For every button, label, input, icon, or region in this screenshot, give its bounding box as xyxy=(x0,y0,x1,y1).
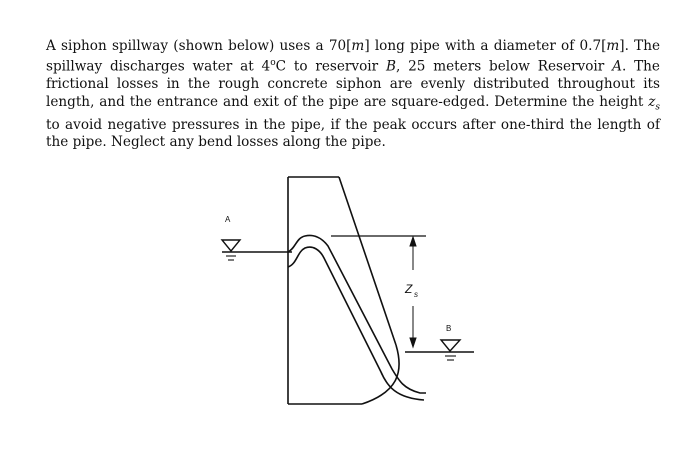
reservoir-b-surface xyxy=(405,340,474,360)
problem-text-5: , 25 meters below Reservoir xyxy=(395,58,613,75)
problem-text-7: to avoid negative pressures in the pipe, if the peak occurs after one-third the length of the pipe. Neglect any bend losses along the pipe. xyxy=(46,116,660,151)
zs-label: Z xyxy=(405,282,413,296)
unit-meter: m xyxy=(606,38,620,54)
dam-body xyxy=(288,177,399,404)
reservoir-b-ref: B xyxy=(385,58,396,75)
height-variable: z xyxy=(648,93,656,110)
zs-label-subscript: s xyxy=(414,290,418,299)
reservoir-a-label: A xyxy=(225,215,231,224)
problem-text-6: . The frictional losses in the rough concrete siphon are evenly distributed throughout its length, and the entrance and exit of the pipe are square-edged. Determine the height xyxy=(46,58,660,110)
problem-text-3: ]. The spillway discharges water at 4 xyxy=(46,38,660,75)
height-variable-subscript: s xyxy=(655,102,660,113)
problem-text-1: A siphon spillway (shown below) uses a 70[ xyxy=(46,38,352,54)
unit-meter: m xyxy=(351,38,365,54)
siphon-pipe xyxy=(288,235,426,400)
degree-symbol: o xyxy=(270,58,276,69)
reservoir-a-surface xyxy=(222,240,292,260)
water-level-triangle-icon xyxy=(222,240,240,251)
problem-text-2: ] long pipe with a diameter of 0.7[ xyxy=(364,38,607,54)
reservoir-a-ref: A xyxy=(612,58,622,75)
arrow-down-icon xyxy=(410,338,416,347)
problem-text-4: C to reservoir xyxy=(275,58,386,75)
arrow-up-icon xyxy=(410,237,416,246)
water-level-triangle-icon xyxy=(441,340,460,351)
reservoir-b-label: B xyxy=(446,324,452,333)
